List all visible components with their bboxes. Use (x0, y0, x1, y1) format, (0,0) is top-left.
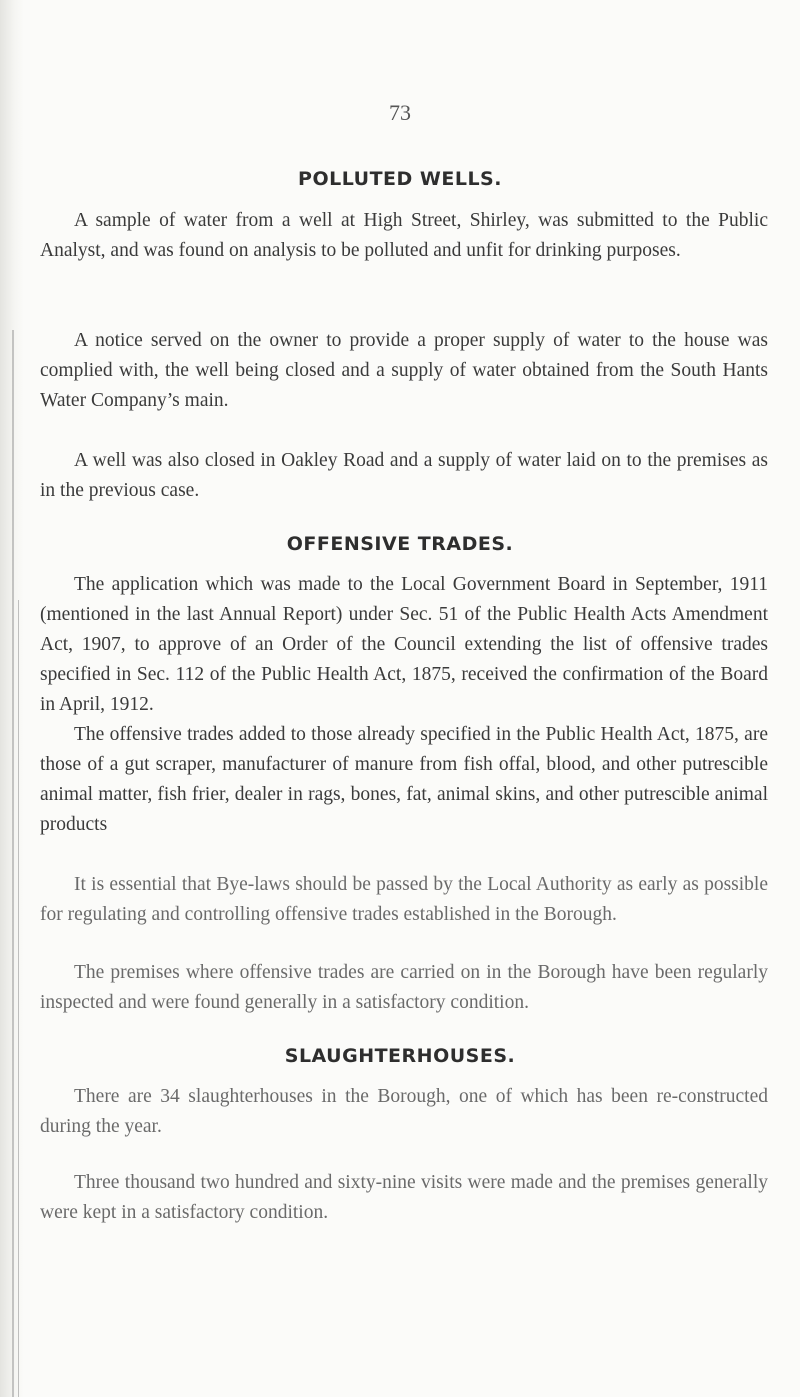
paragraph-slaughterhouse-count: There are 34 slaughterhouses in the Borough, one of which has been re-constructed during the year. (40, 1086, 768, 1137)
paragraph-notice-served: A notice served on the owner to provide a proper supply of water to the house was complied with, the well being closed and a supply of water obtained from the South Hants Water Company’s main. (40, 330, 768, 411)
paragraph-visits: Three thousand two hundred and sixty-nine visits were made and the premises generally were kept in a satisfactory condition. (40, 1172, 768, 1223)
page-number: 73 (389, 100, 411, 125)
paragraph-well-sample: A sample of water from a well at High Street, Shirley, was submitted to the Public Analyst, and was found on analysis to be polluted and unfit for drinking purposes. (40, 210, 768, 261)
margin-line-secondary (18, 600, 19, 1397)
section-heading-polluted-wells: POLLUTED WELLS. (298, 168, 502, 190)
section-heading-offensive-trades: OFFENSIVE TRADES. (286, 533, 514, 555)
paragraph-oakley-road: A well was also closed in Oakley Road and a supply of water laid on to the premises as in the previous case. (40, 450, 768, 501)
paragraph-premises-inspected: The premises where offensive trades are carried on in the Borough have been regularly inspected and were found generally in a satisfactory condition. (40, 962, 768, 1013)
paragraph-bye-laws: It is essential that Bye-laws should be passed by the Local Authority as early as possible for regulating and controlling offensive trades established in the Borough. (40, 874, 768, 925)
margin-line (12, 330, 14, 1397)
paragraph-application: The application which was made to the Local Government Board in September, 1911 (mentioned in the last Annual Report) under Sec. 51 of the Public Health Acts Amendment Act, 1907, to approve of an Order of the Council extending the list of offensive trades specified in Sec. 112 of the Public Health Act, 1875, received the confirmation of the Board in April, 1912. (40, 574, 768, 715)
paragraph-trades-added: The offensive trades added to those already specified in the Public Health Act, 1875, are those of a gut scraper, manufacturer of manure from fish offal, blood, and other putrescible animal matter, fish frier, dealer in rags, bones, fat, animal skins, and other putrescible animal products (40, 724, 768, 835)
section-heading-slaughterhouses: SLAUGHTERHOUSES. (284, 1045, 516, 1067)
